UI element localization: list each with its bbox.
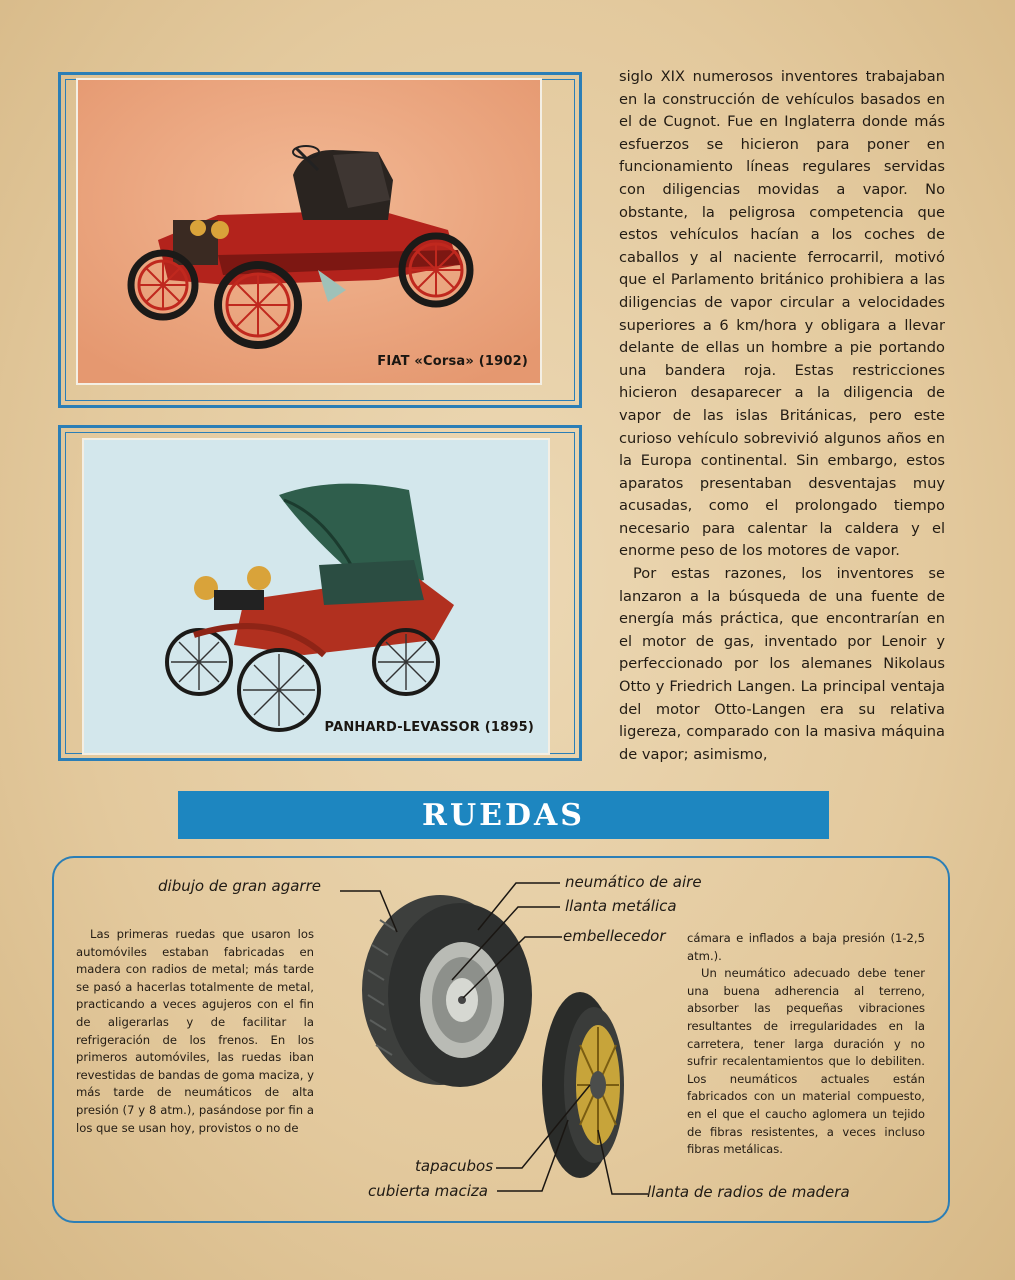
label-hubcap: tapacubos [415, 1157, 494, 1175]
section-title: RUEDAS [422, 797, 585, 833]
wheels-right-paragraph-2: Un neumático adecuado debe tener una buena adherencia al terreno, absorber las pequeñas vibraciones resultantes de irregularidades en la carretera, tener larga duración y no sufrir recalentamientos que lo debiliten. Los neumáticos actuales están fabricados con un material compuesto, en el que el caucho aglomera un tejido de fibras resistentes, a veces incluso fibras metálicas. [687, 966, 925, 1157]
label-rim: llanta metálica [565, 897, 677, 915]
article-paragraph: Por estas razones, los inventores se lanzaron a la búsqueda de una fuente de energía más práctica, que encontrarían en el motor de gas, inventado por Lenoir y perfeccionado por los alemanes Nikolaus Otto y Friedrich Langen. La principal ventaja del motor Otto-Langen era su relativa ligereza, comparado con la masiva máquina de vapor; asimismo, [619, 565, 945, 763]
wooden-wheel-illustration [542, 992, 624, 1178]
label-wooden-wheel: llanta de radios de madera [647, 1183, 850, 1201]
article-paragraph: siglo XIX numerosos inventores trabajaban en la construcción de vehículos basados en el de Cugnot. Fue en Inglaterra donde más esfuerzos se hicieron para poner en funcionamiento líneas regulares servidas con diligencias movidas a vapor. No obstante, la peligrosa competencia que estos vehículos hacían a los coches de caballos y al naciente ferrocarril, motivó que el Parlamento británico prohibiera a las diligencias de vapor circular a velocidades superiores a 6 km/hora y obligara a llevar delante de ellas un hombre a pie portando una bandera roja. Estas restricciones hicieron desaparecer a la diligencia de vapor de las islas Británicas, pero este curioso vehículo sobrevivió algunos años en la Europa continental. Sin embargo, estos aparatos presentaban desventajas muy acusadas, como el prolongado tiempo necesario para calentar la caldera y el enorme peso de los motores de vapor. [619, 68, 945, 560]
modern-tyre-illustration [362, 895, 532, 1087]
figure-caption-fiat: FIAT «Corsa» (1902) [377, 354, 528, 369]
figure-caption-panhard: PANHARD-LEVASSOR (1895) [324, 720, 534, 735]
wheels-right-paragraph-1: cámara e inflados a baja presión (1-2,5 atm.). [687, 931, 925, 963]
wheels-left-paragraph: Las primeras ruedas que usaron los automóviles estaban fabricadas en madera con radios de metal; más tarde se pasó a hacerlas totalmente de metal, practicando a veces agujeros con el fin de aligerarlas y de facilitar la refrigeración de los frenos. En los primeros automóviles, las ruedas iban revestidas de bandas de goma maciza, y más tarde de neumáticos de alta presión (7 y 8 atm.), pasándose por fin a los que se usan hoy, provistos o no de [76, 927, 314, 1135]
label-trim: embellecedor [563, 927, 666, 945]
label-tread: dibujo de gran agarre [158, 877, 321, 895]
label-tyre: neumático de aire [565, 873, 702, 891]
label-solid-tyre: cubierta maciza [368, 1182, 488, 1200]
